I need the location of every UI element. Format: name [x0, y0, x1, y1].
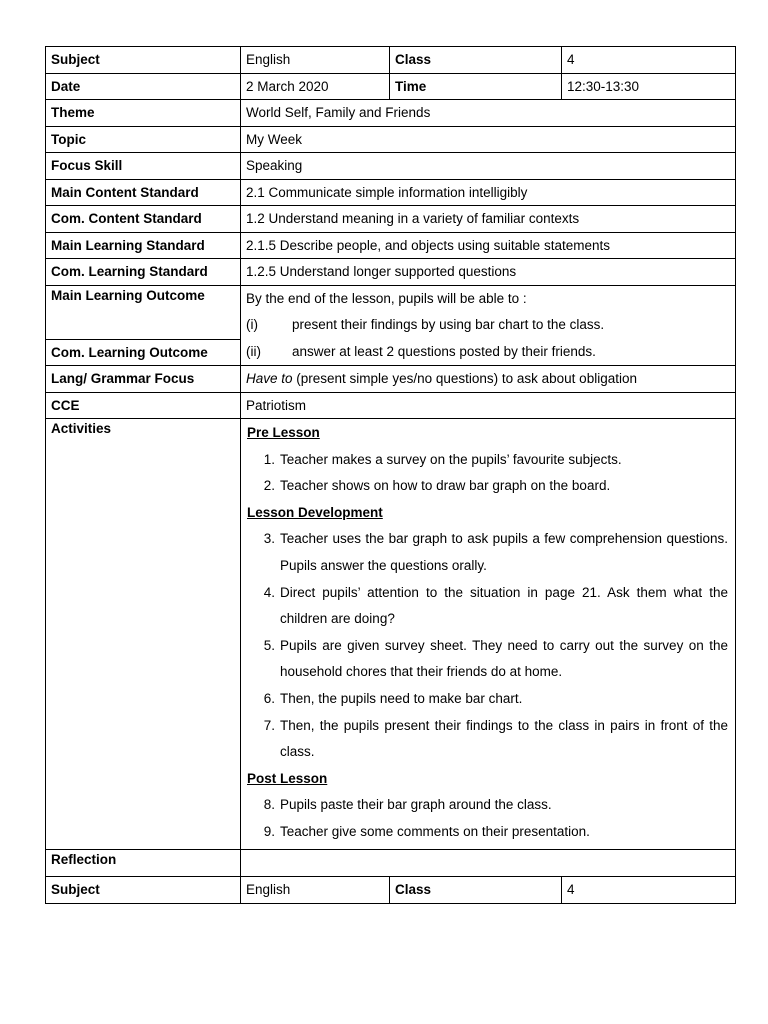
- time-label: Time: [390, 73, 562, 100]
- step-text: Pupils paste their bar graph around the class.: [280, 797, 552, 813]
- activity-step: [247, 633, 728, 686]
- main-learning-standard-row: [46, 232, 736, 259]
- theme-value: World Self, Family and Friends: [241, 100, 736, 127]
- learning-outcome-ii: [246, 339, 730, 366]
- com-learning-standard-value: 1.2.5 Understand longer supported questions: [241, 259, 736, 286]
- footer-subject-value: English: [241, 877, 390, 904]
- step-text: Teacher makes a survey on the pupils’ favourite subjects.: [280, 451, 622, 467]
- post-lesson-heading: Post Lesson: [247, 770, 328, 786]
- outcome-i-number: (i): [246, 317, 258, 332]
- step-number: 7.: [263, 717, 275, 733]
- activity-step: [247, 819, 728, 846]
- activities-label: Activities: [46, 419, 241, 850]
- cce-row: [46, 392, 736, 419]
- learning-outcome-i: [246, 312, 730, 339]
- step-text: Teacher uses the bar graph to ask pupils a few comprehension questions. Pupils answer the questions orally.: [280, 531, 728, 573]
- topic-value: My Week: [241, 126, 736, 153]
- focus-skill-value: Speaking: [241, 153, 736, 180]
- step-text: Teacher give some comments on their presentation.: [280, 823, 590, 839]
- grammar-focus-italic: Have to: [246, 371, 293, 387]
- outcome-ii-text: answer at least 2 questions posted by their friends.: [292, 343, 596, 359]
- date-label: Date: [46, 73, 241, 100]
- com-learning-outcome-label: Com. Learning Outcome: [46, 339, 241, 366]
- activity-step: [247, 792, 728, 819]
- learning-outcome-intro: By the end of the lesson, pupils will be able to :: [246, 290, 527, 306]
- main-learning-outcome-label: Main Learning Outcome: [46, 285, 241, 339]
- step-text: Direct pupils’ attention to the situation in page 21. Ask them what the children are doing?: [280, 584, 728, 627]
- com-content-standard-row: [46, 206, 736, 233]
- footer-class-value: 4: [562, 877, 736, 904]
- step-number: 2.: [263, 478, 275, 494]
- cce-value: Patriotism: [241, 392, 736, 419]
- grammar-focus-rest: (present simple yes/no questions) to ask about obligation: [292, 371, 637, 387]
- topic-row: [46, 126, 736, 153]
- step-text: Then, the pupils present their findings to the class in pairs in front of the class.: [280, 717, 728, 760]
- step-number: 4.: [263, 584, 275, 600]
- grammar-focus-value: [241, 366, 736, 393]
- step-text: Pupils are given survey sheet. They need to carry out the survey on the household chores that their friends do at home.: [280, 637, 728, 680]
- com-content-standard-value: 1.2 Understand meaning in a variety of familiar contexts: [241, 206, 736, 233]
- subject-label: Subject: [46, 47, 241, 74]
- lesson-development-list: [247, 526, 728, 765]
- step-text: Then, the pupils need to make bar chart.: [280, 690, 523, 706]
- step-text: Teacher shows on how to draw bar graph on the board.: [280, 478, 611, 494]
- main-content-standard-value: 2.1 Communicate simple information intelligibly: [241, 179, 736, 206]
- outcome-ii-number: (ii): [246, 343, 261, 359]
- main-learning-standard-value: 2.1.5 Describe people, and objects using suitable statements: [241, 232, 736, 259]
- activities-cell: [241, 419, 736, 850]
- focus-skill-label: Focus Skill: [46, 153, 241, 180]
- com-learning-standard-row: [46, 259, 736, 286]
- time-value: 12:30-13:30: [562, 73, 736, 100]
- lesson-plan-table: [45, 46, 736, 904]
- activity-step: [247, 713, 728, 766]
- main-learning-standard-label: Main Learning Standard: [46, 232, 241, 259]
- step-number: 1.: [263, 451, 275, 467]
- reflection-row: [46, 849, 736, 877]
- reflection-value: [241, 849, 736, 877]
- main-content-standard-row: [46, 179, 736, 206]
- com-content-standard-label: Com. Content Standard: [46, 206, 241, 233]
- step-number: 6.: [263, 690, 275, 706]
- reflection-label: Reflection: [46, 849, 241, 877]
- learning-outcome-cell: [241, 285, 736, 366]
- class-value: 4: [562, 47, 736, 74]
- post-lesson-list: [247, 792, 728, 845]
- topic-label: Topic: [46, 126, 241, 153]
- activity-step: [247, 686, 728, 713]
- footer-subject-row: [46, 877, 736, 904]
- step-number: 9.: [263, 823, 275, 839]
- activity-step: [247, 473, 728, 500]
- lesson-development-heading: Lesson Development: [247, 504, 383, 520]
- subject-value: English: [241, 47, 390, 74]
- activity-step: [247, 447, 728, 474]
- pre-lesson-heading: Pre Lesson: [247, 425, 320, 440]
- focus-skill-row: [46, 153, 736, 180]
- grammar-focus-row: [46, 366, 736, 393]
- subject-row: [46, 47, 736, 74]
- outcome-i-text: present their findings by using bar chart to the class.: [292, 317, 605, 332]
- step-number: 5.: [263, 637, 275, 653]
- step-number: 3.: [263, 531, 275, 547]
- step-number: 8.: [263, 797, 275, 813]
- cce-label: CCE: [46, 392, 241, 419]
- activity-step: [247, 526, 728, 579]
- com-learning-standard-label: Com. Learning Standard: [46, 259, 241, 286]
- footer-subject-label: Subject: [46, 877, 241, 904]
- theme-label: Theme: [46, 100, 241, 127]
- activities-row: [46, 419, 736, 850]
- activity-step: [247, 580, 728, 633]
- footer-class-label: Class: [390, 877, 562, 904]
- main-content-standard-label: Main Content Standard: [46, 179, 241, 206]
- grammar-focus-label: Lang/ Grammar Focus: [46, 366, 241, 393]
- theme-row: [46, 100, 736, 127]
- main-learning-outcome-row: [46, 285, 736, 339]
- class-label: Class: [390, 47, 562, 74]
- date-value: 2 March 2020: [241, 73, 390, 100]
- date-row: [46, 73, 736, 100]
- pre-lesson-list: [247, 447, 728, 500]
